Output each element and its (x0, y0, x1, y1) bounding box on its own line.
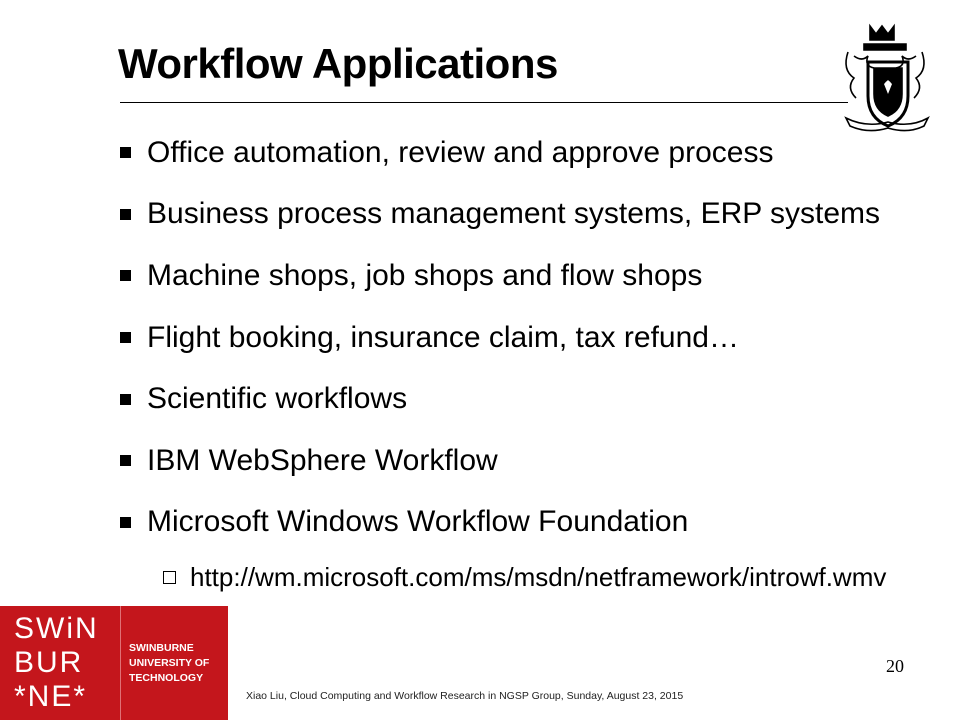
logo-name-line: UNIVERSITY OF (129, 656, 210, 669)
bullet-text: Business process management systems, ERP systems (147, 197, 881, 231)
square-bullet-icon (120, 517, 131, 528)
logo-name (120, 606, 228, 720)
square-bullet-icon (120, 270, 131, 281)
list-item (118, 430, 880, 492)
page-number: 20 (886, 656, 904, 676)
logo-word-line: SWiN (14, 612, 99, 645)
square-bullet-icon (120, 332, 131, 343)
bullet-list (118, 122, 880, 553)
bullet-text: Flight booking, insurance claim, tax refund… (147, 320, 739, 354)
square-bullet-icon (120, 455, 131, 466)
hollow-square-bullet-icon (163, 571, 176, 584)
square-bullet-icon (120, 394, 131, 405)
list-item (118, 122, 880, 184)
title-underline (120, 102, 848, 103)
list-item (118, 492, 880, 554)
bullet-text: Scientific workflows (147, 382, 408, 416)
footer-text: Xiao Liu, Cloud Computing and Workflow Research in NGSP Group, Sunday, August 23, 2015 (246, 690, 684, 702)
bullet-text: Microsoft Windows Workflow Foundation (147, 505, 689, 539)
list-item (118, 184, 880, 246)
list-item (118, 368, 880, 430)
crest-icon (840, 22, 930, 134)
logo-name-line: SWINBURNE (129, 641, 194, 654)
square-bullet-icon (120, 147, 131, 158)
list-item (118, 245, 880, 307)
logo-name-line: TECHNOLOGY (129, 671, 204, 684)
bullet-text: Machine shops, job shops and flow shops (147, 258, 703, 292)
slide-title: Workflow Applications (118, 40, 558, 87)
bullet-text: Office automation, review and approve process (147, 135, 774, 169)
list-item (118, 307, 880, 369)
university-logo (0, 606, 228, 720)
sub-bullet-link[interactable]: http://wm.microsoft.com/ms/msdn/netframework/introwf.wmv (190, 562, 887, 592)
square-bullet-icon (120, 209, 131, 220)
logo-word-line: BUR (14, 646, 84, 679)
sub-bullet (163, 562, 886, 593)
logo-word-line: *NE* (14, 680, 88, 713)
bullet-text: IBM WebSphere Workflow (147, 443, 498, 477)
logo-wordmark (0, 606, 120, 720)
